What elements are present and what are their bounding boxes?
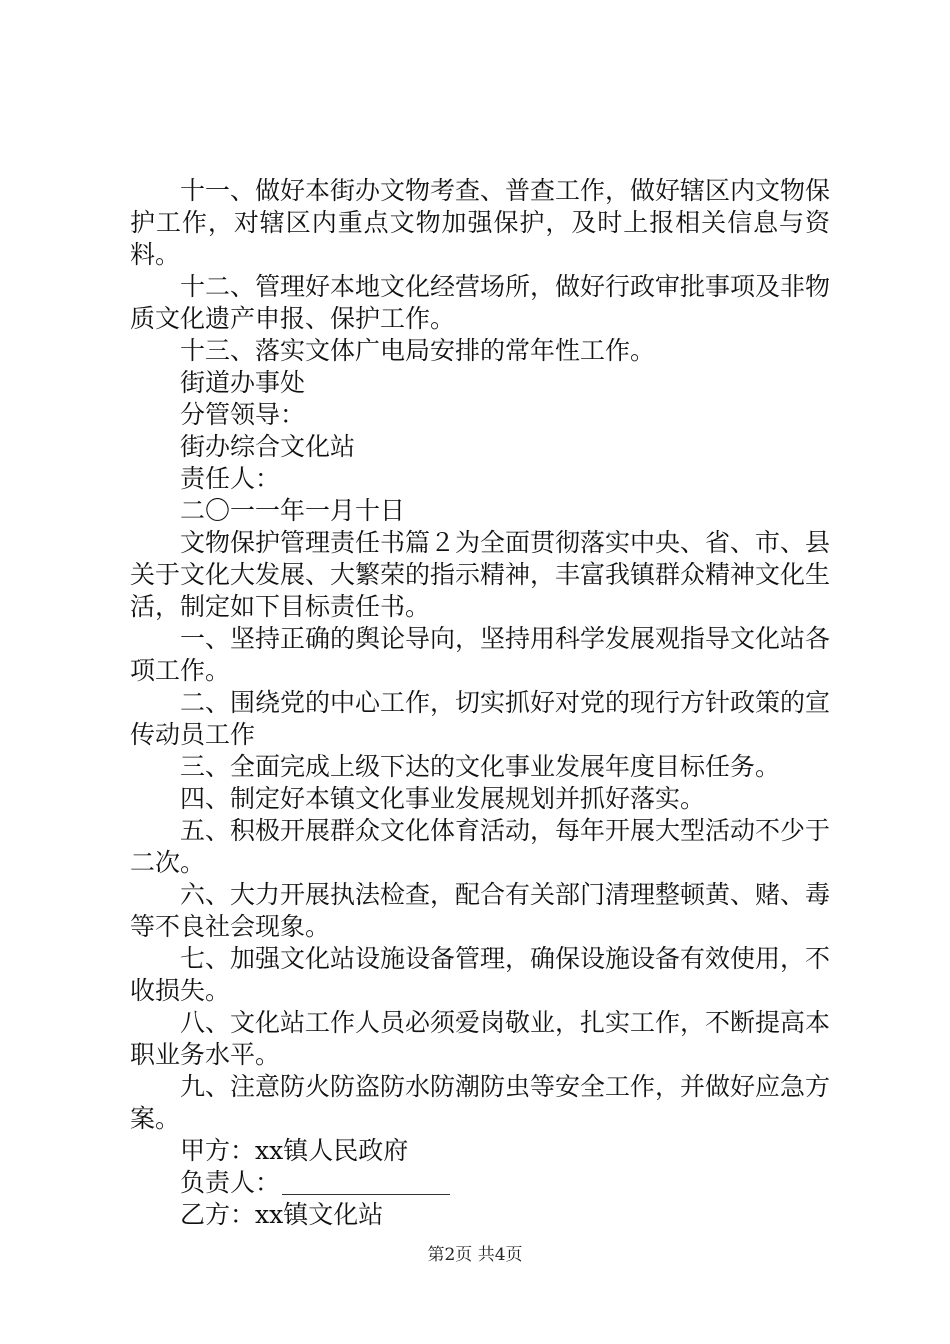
paragraph: 八、文化站工作人员必须爱岗敬业，扎实工作，不断提高本职业务水平。 — [130, 1008, 831, 1069]
paragraph: 二〇一一年一月十日 — [180, 496, 406, 525]
paragraph: 九、注意防火防盗防水防潮防虫等安全工作，并做好应急方案。 — [130, 1072, 831, 1133]
paragraph: 街办综合文化站 — [180, 432, 356, 461]
paragraph: 街道办事处 — [180, 368, 306, 397]
page-footer: 第2页 共4页 — [427, 1245, 523, 1265]
paragraph: 六、大力开展执法检查，配合有关部门清理整顿黄、赌、毒等不良社会现象。 — [130, 880, 831, 941]
signature-blank — [282, 1170, 450, 1195]
paragraph: 七、加强文化站设施设备管理，确保设施设备有效使用，不收损失。 — [130, 944, 831, 1005]
paragraph: 二、围绕党的中心工作，切实抓好对党的现行方针政策的宣传动员工作 — [130, 688, 831, 749]
paragraph: 十三、落实文体广电局安排的常年性工作。 — [180, 336, 656, 365]
signature-label: 负责人： — [180, 1168, 281, 1197]
paragraph: 甲方：xx镇人民政府 — [180, 1136, 409, 1165]
paragraph: 四、制定好本镇文化事业发展规划并抓好落实。 — [180, 784, 706, 813]
paragraph: 责任人： — [180, 464, 281, 493]
paragraph: 五、积极开展群众文化体育活动，每年开展大型活动不少于二次。 — [130, 816, 831, 877]
paragraph: 文物保护管理责任书篇２为全面贯彻落实中央、省、市、县关于文化大发展、大繁荣的指示精神，丰富我镇群众精神文化生活，制定如下目标责任书。 — [130, 528, 831, 621]
paragraph: 三、全面完成上级下达的文化事业发展年度目标任务。 — [180, 752, 781, 781]
document-body — [130, 175, 830, 1231]
paragraph: 十二、管理好本地文化经营场所，做好行政审批事项及非物质文化遗产申报、保护工作。 — [130, 272, 831, 333]
paragraph: 十一、做好本街办文物考查、普查工作，做好辖区内文物保护工作，对辖区内重点文物加强保护，及时上报相关信息与资料。 — [130, 176, 831, 269]
signature-line — [130, 1167, 830, 1199]
paragraph: 分管领导： — [180, 400, 306, 429]
paragraph: 一、坚持正确的舆论导向，坚持用科学发展观指导文化站各项工作。 — [130, 624, 831, 685]
party-b-line: 乙方：xx镇文化站 — [180, 1200, 384, 1229]
